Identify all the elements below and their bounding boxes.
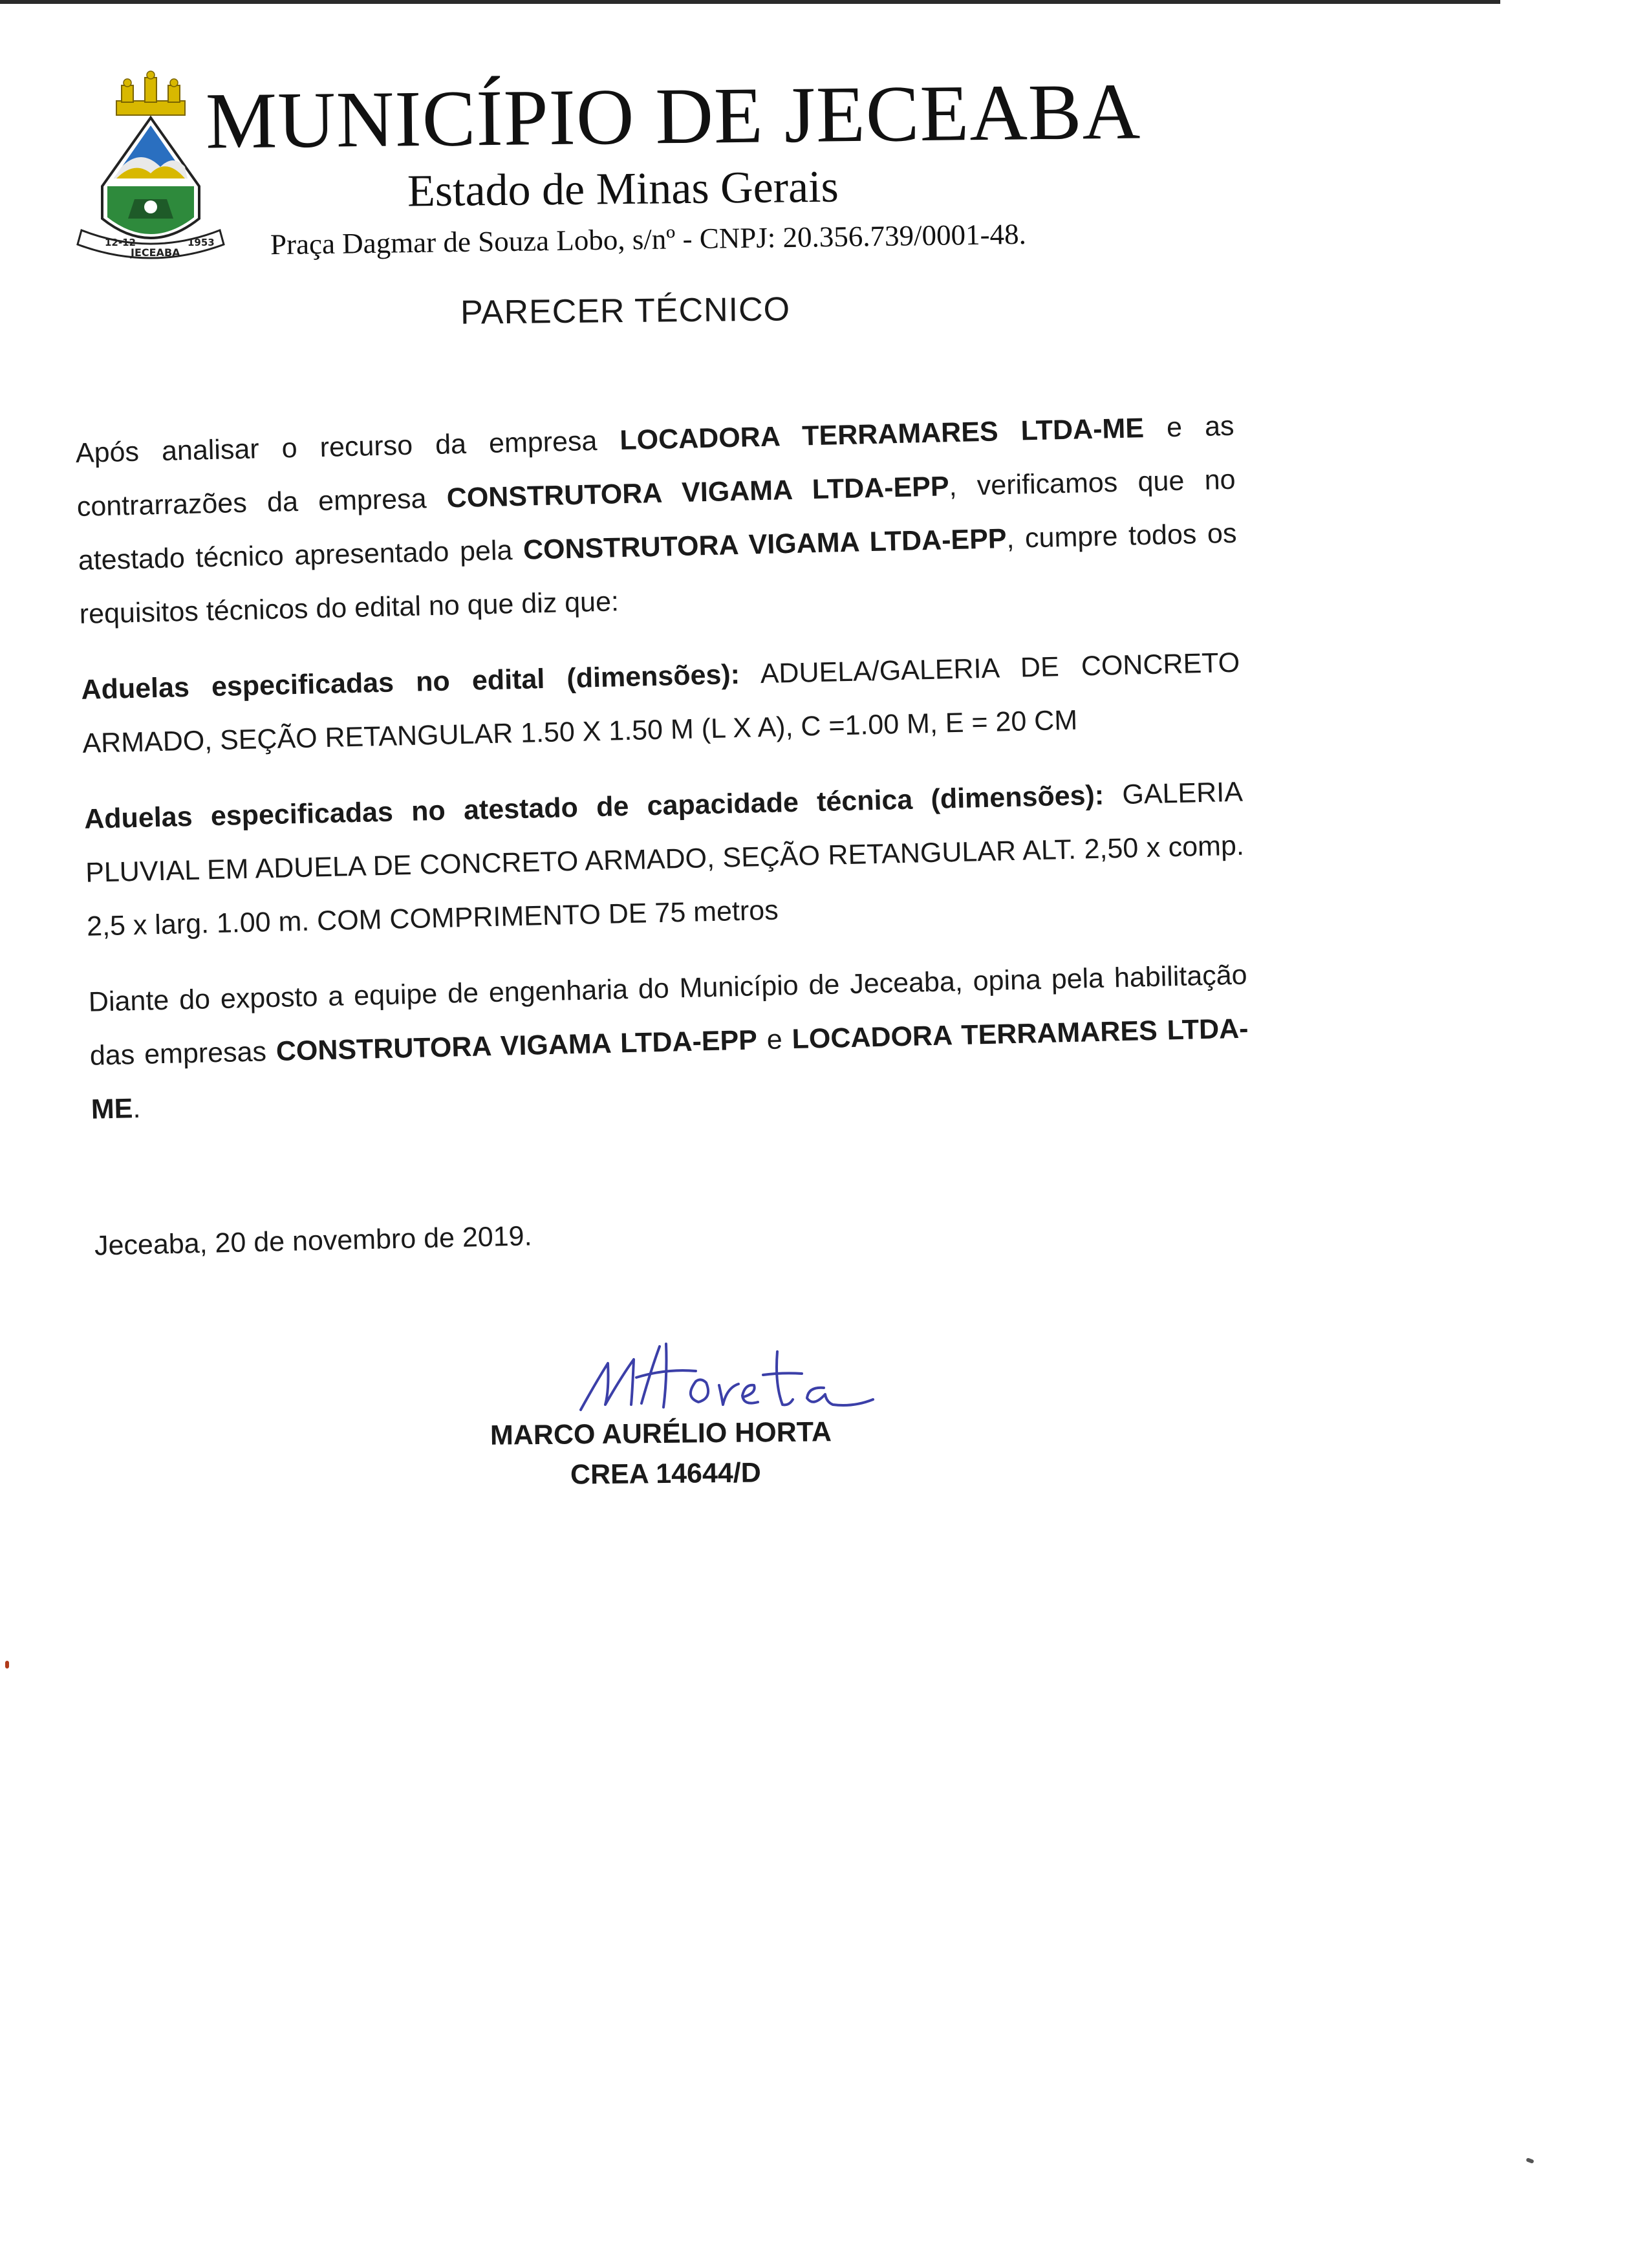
- scan-speck: [1525, 2157, 1534, 2164]
- address-line: Praça Dagmar de Souza Lobo, s/nº - CNPJ: 20.356.739/0001-48.: [270, 217, 1027, 261]
- company-name: CONSTRUTORA VIGAMA LTDA-EPP: [275, 1024, 758, 1067]
- section-label: Aduelas especificadas no edital (dimensões):: [81, 658, 740, 706]
- crown-icon: [116, 71, 185, 115]
- signatory-registration: CREA 14644/D: [570, 1457, 762, 1491]
- paragraph-atestado-dimensions: Aduelas especificadas no atestado de capacidade técnica (dimensões): GALERIA PLUVIAL EM ADUELA DE CONCRETO ARMADO, SEÇÃO RETANGULAR ALT. 2,50 x comp. 2,5 x larg. 1.00 m. COM COMPRIMENTO DE 75 metros: [83, 776, 1245, 942]
- shield-icon: [102, 118, 199, 238]
- company-name: CONSTRUTORA VIGAMA LTDA-EPP: [523, 523, 1008, 566]
- section-label: Aduelas especificadas no atestado de capacidade técnica (dimensões):: [83, 779, 1105, 835]
- place-and-date: Jeceaba, 20 de novembro de 2019.: [94, 1220, 533, 1262]
- crest-text-date: 12-12: [105, 237, 136, 248]
- coat-of-arms-icon: [76, 70, 225, 270]
- company-name: LOCADORA TERRAMARES LTDA-ME: [619, 413, 1145, 457]
- crest-text-name: JECEABA: [131, 246, 180, 259]
- paragraph-conclusion: Diante do exposto a equipe de engenharia do Município de Jeceaba, opina pela habilitação das empresas CONSTRUTORA VIGAMA LTDA-EPP e LOCADORA TERRAMARES LTDA-ME.: [88, 959, 1249, 1125]
- scan-speck: [5, 1661, 9, 1669]
- document-title: PARECER TÉCNICO: [460, 290, 791, 332]
- company-name: CONSTRUTORA VIGAMA LTDA-EPP: [446, 471, 950, 514]
- municipality-title: MUNICÍPIO DE JECEABA: [205, 67, 1141, 166]
- scan-edge: [0, 0, 1500, 4]
- document-body: [75, 400, 1251, 1159]
- company-name: LOCADORA TERRAMARES LTDA-ME: [91, 1013, 1249, 1125]
- crest-text-year: 1953: [188, 237, 215, 248]
- paragraph-edital-dimensions: Aduelas especificadas no edital (dimensões): ADUELA/GALERIA DE CONCRETO ARMADO, SEÇÃO RETANGULAR 1.50 X 1.50 M (L X A), C =1.00 M, E = 20 CM: [81, 647, 1240, 759]
- paragraph-recurso: Após analisar o recurso da empresa LOCADORA TERRAMARES LTDA-ME e as contrarrazões da empresa CONSTRUTORA VIGAMA LTDA-EPP, verificamos que no atestado técnico apresentado pela CONSTRUTORA VIGAMA LTDA-EPP, cumpre todos os requisitos técnicos do edital no que diz que:: [75, 410, 1237, 630]
- state-name: Estado de Minas Gerais: [407, 162, 839, 217]
- handwritten-signature: [569, 1332, 879, 1423]
- signatory-name: MARCO AURÉLIO HORTA: [490, 1416, 832, 1451]
